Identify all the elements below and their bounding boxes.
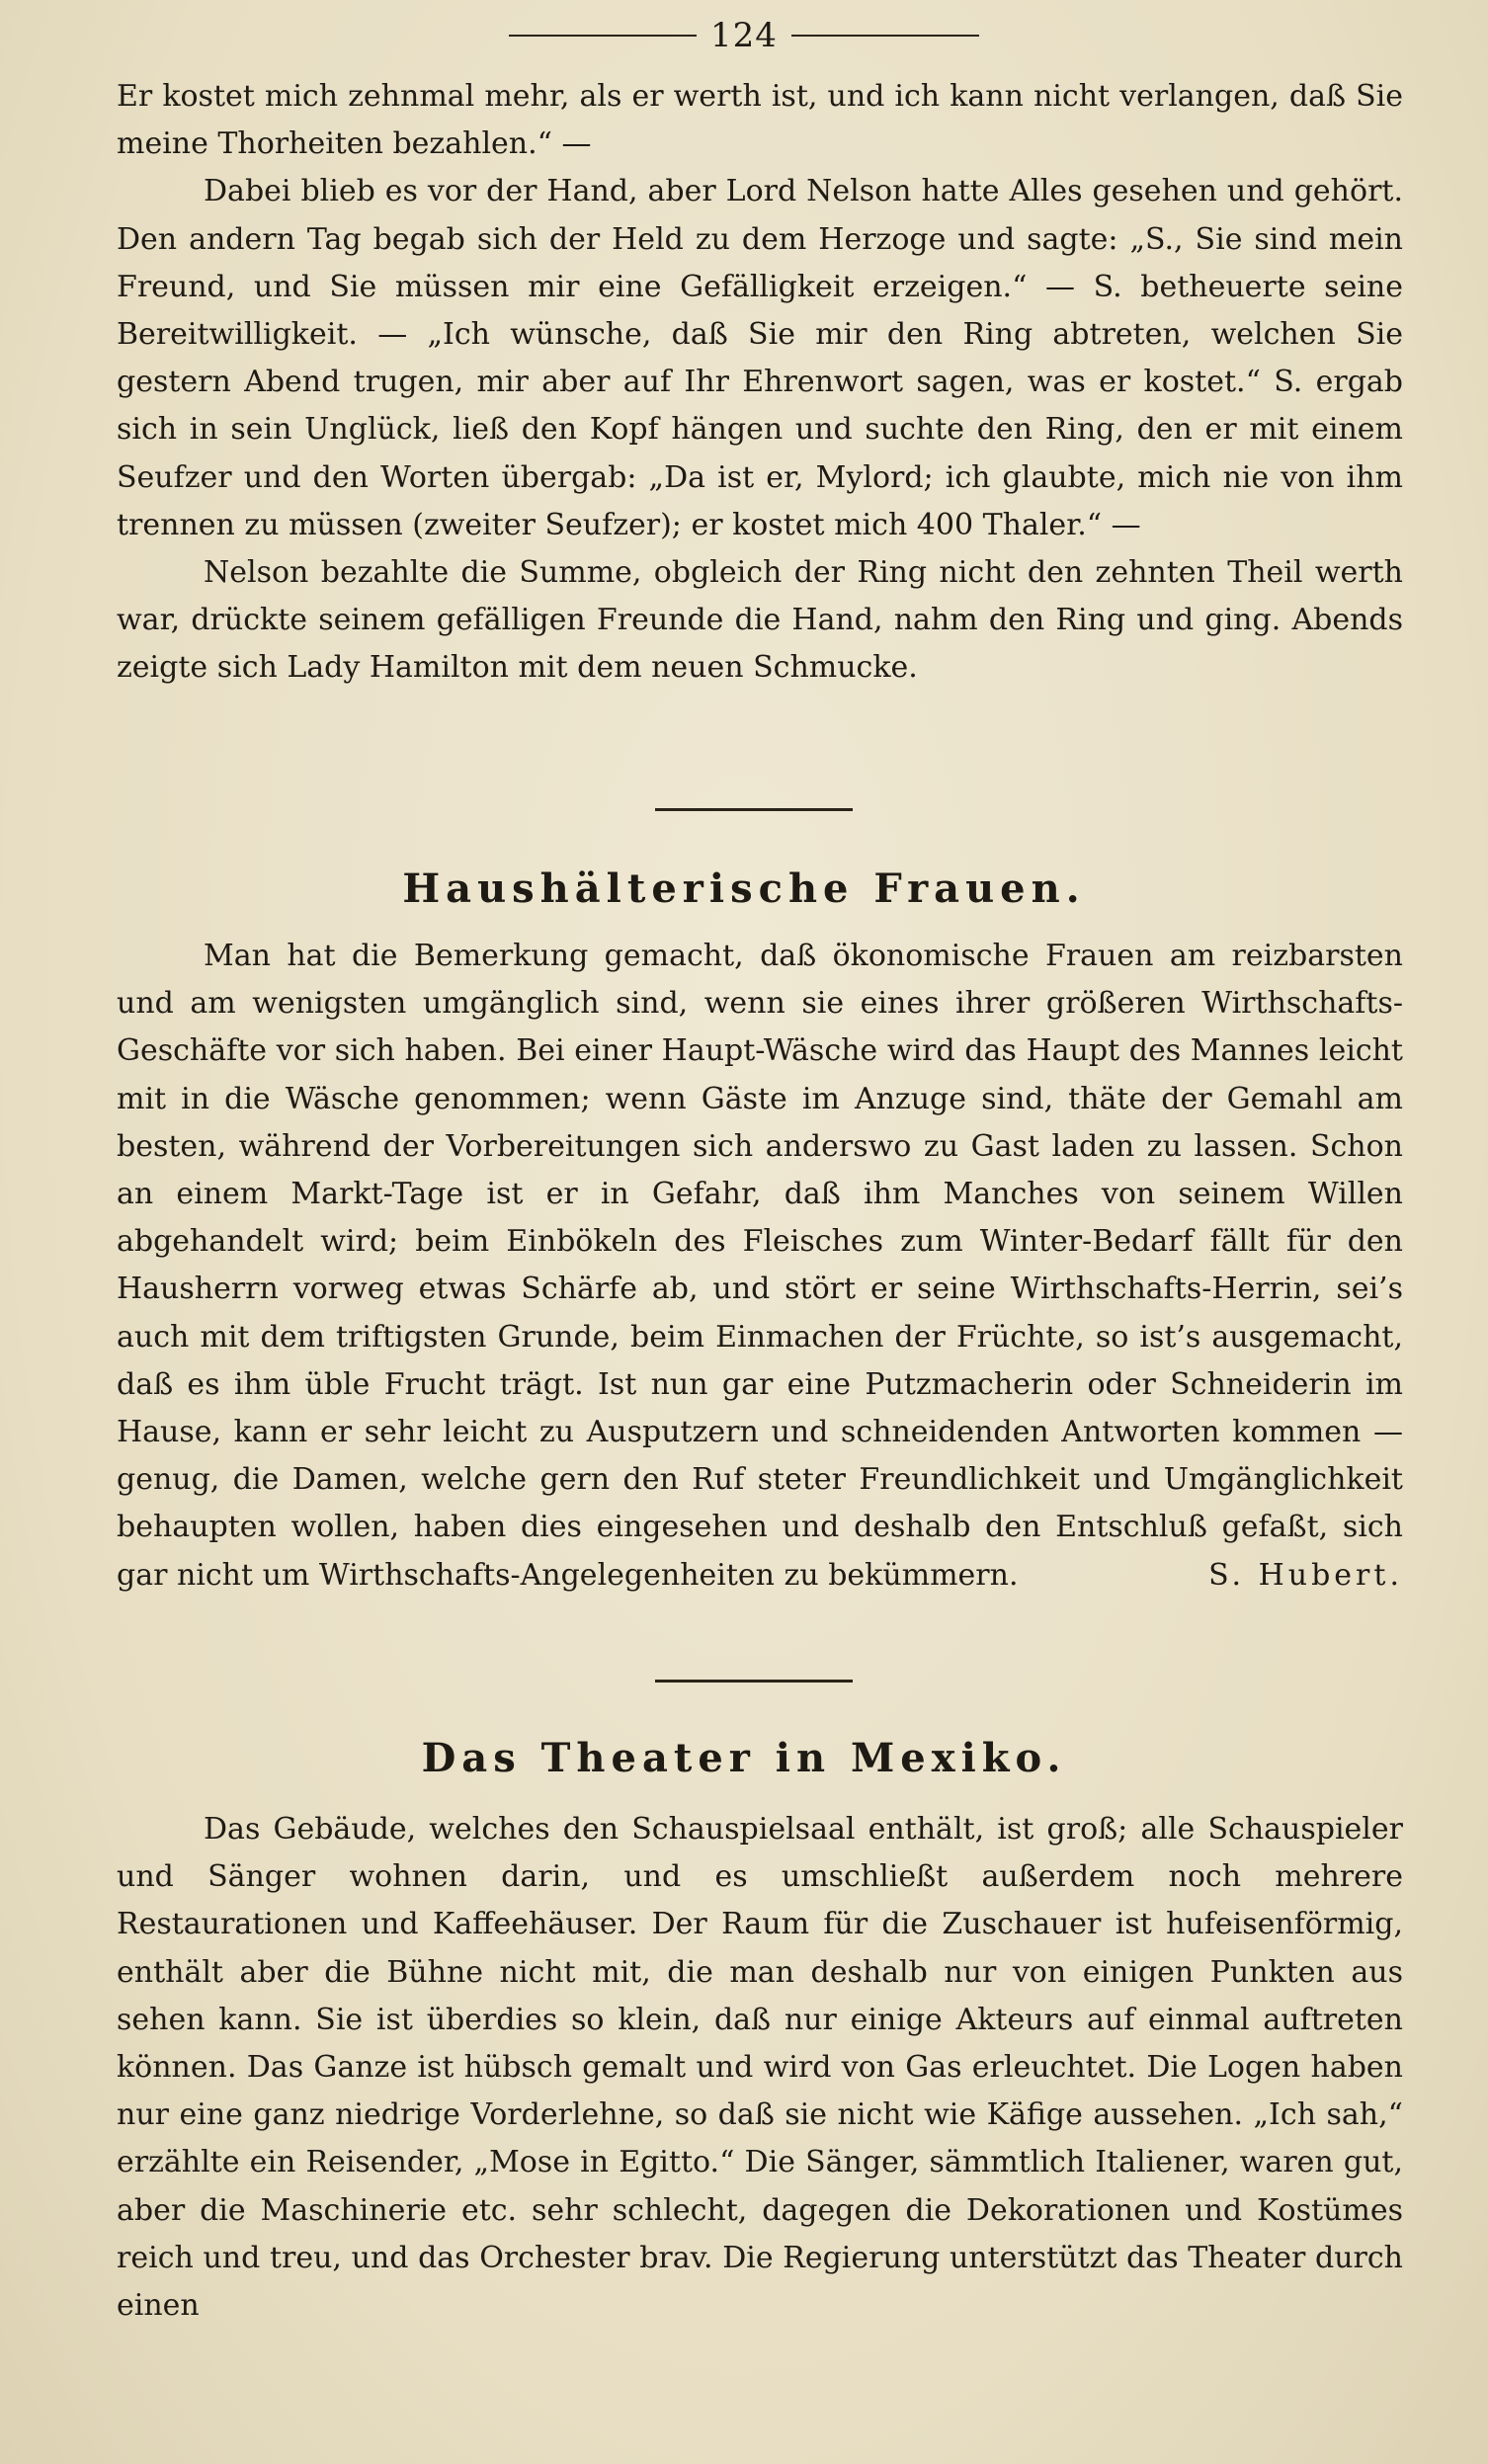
section-divider: [655, 1680, 853, 1683]
paragraph: Er kostet mich zehnmal mehr, als er werth ist, und ich kann nicht verlangen, daß Sie meine Thorheiten bezahlen.“ —: [117, 79, 1403, 162]
section-haushaelterische-frauen: [117, 933, 1403, 1600]
page-header: [0, 16, 1488, 55]
header-rule-right: [791, 35, 979, 37]
author-signature: S. Hubert.: [1208, 1557, 1403, 1593]
section-title: Das Theater in Mexiko.: [421, 1735, 1067, 1781]
paragraph: [117, 933, 1403, 1600]
section-divider: [655, 808, 853, 811]
page-number: 124: [710, 16, 778, 55]
paragraph: Dabei blieb es vor der Hand, aber Lord Nelson hatte Alles gesehen und gehört. Den andern Tag begab sich der Held zu dem Herzoge und sagte: „S., Sie sind mein Freund, und Sie müssen mir eine Gefälligkeit erzeigen.“ — S. betheuerte seine Bereitwilligkeit. — „Ich wünsche, daß Sie mir den Ring abtreten, welchen Sie gestern Abend trugen, mir aber auf Ihr Ehrenwort sagen, was er kostet.“ S. ergab sich in sein Unglück, ließ den Kopf hängen und suchte den Ring, den er mit einem Seufzer und den Worten übergab: „Da ist er, Mylord; ich glaubte, mich nie von ihm trennen zu müssen (zweiter Seufzer); er kostet mich 400 Thaler.“ —: [117, 174, 1403, 542]
paragraph: Nelson bezahlte die Summe, obgleich der Ring nicht den zehnten Theil werth war, drückte seinem gefälligen Freunde die Hand, nahm den Ring und ging. Abends zeigte sich Lady Hamilton mit dem neuen Schmucke.: [117, 555, 1403, 686]
section-title: Haushälterische Frauen.: [402, 865, 1086, 912]
paragraph-text: Man hat die Bemerkung gemacht, daß ökonomische Frauen am reizbarsten und am wenigsten umgänglich sind, wenn sie eines ihrer größeren Wirthschafts-Geschäfte vor sich haben. Bei einer Haupt-Wäsche wird das Haupt des Mannes leicht mit in die Wäsche genommen; wenn Gäste im Anzuge sind, thäte der Gemahl am besten, während der Vorbereitungen sich anderswo zu Gast laden zu lassen. Schon an einem Markt-Tage ist er in Gefahr, daß ihm Manches von seinem Willen abgehandelt wird; beim Einbökeln des Fleisches zum Winter-Bedarf fällt für den Hausherrn vorweg etwas Schärfe ab, und stört er seine Wirthschafts-Herrin, sei’s auch mit dem triftigsten Grunde, beim Einmachen der Früchte, so ist’s ausgemacht, daß es ihm üble Frucht trägt. Ist nun gar eine Putzmacherin oder Schneiderin im Hause, kann er sehr leicht zu Ausputzern und schneidenden Antworten kommen — genug, die Damen, welche gern den Ruf steter Freundlichkeit und Umgänglichkeit behaupten wollen, haben dies eingesehen und deshalb den Entschluß gefaßt, sich gar nicht um Wirthschafts-Angelegenheiten zu bekümmern.: [117, 939, 1403, 1593]
header-rule-left: [509, 35, 697, 37]
section-nelson-ring: [117, 73, 1403, 693]
section-theater-mexiko: [117, 1806, 1403, 2330]
paragraph: Das Gebäude, welches den Schauspielsaal enthält, ist groß; alle Schauspieler und Sänger wohnen darin, und es umschließt außerdem noch mehrere Restaurationen und Kaffeehäuser. Der Raum für die Zuschauer ist hufeisenförmig, enthält aber die Bühne nicht mit, die man deshalb nur von einigen Punkten aus sehen kann. Sie ist überdies so klein, daß nur einige Akteurs auf einmal auftreten können. Das Ganze ist hübsch gemalt und wird von Gas erleuchtet. Die Logen haben nur eine ganz niedrige Vorderlehne, so daß sie nicht wie Käfige aussehen. „Ich sah,“ erzählte ein Reisender, „Mose in Egitto.“ Die Sänger, sämmtlich Italiener, waren gut, aber die Maschinerie etc. sehr schlecht, dagegen die Dekorationen und Kostümes reich und treu, und das Orchester brav. Die Regierung unterstützt das Theater durch einen: [117, 1812, 1403, 2324]
